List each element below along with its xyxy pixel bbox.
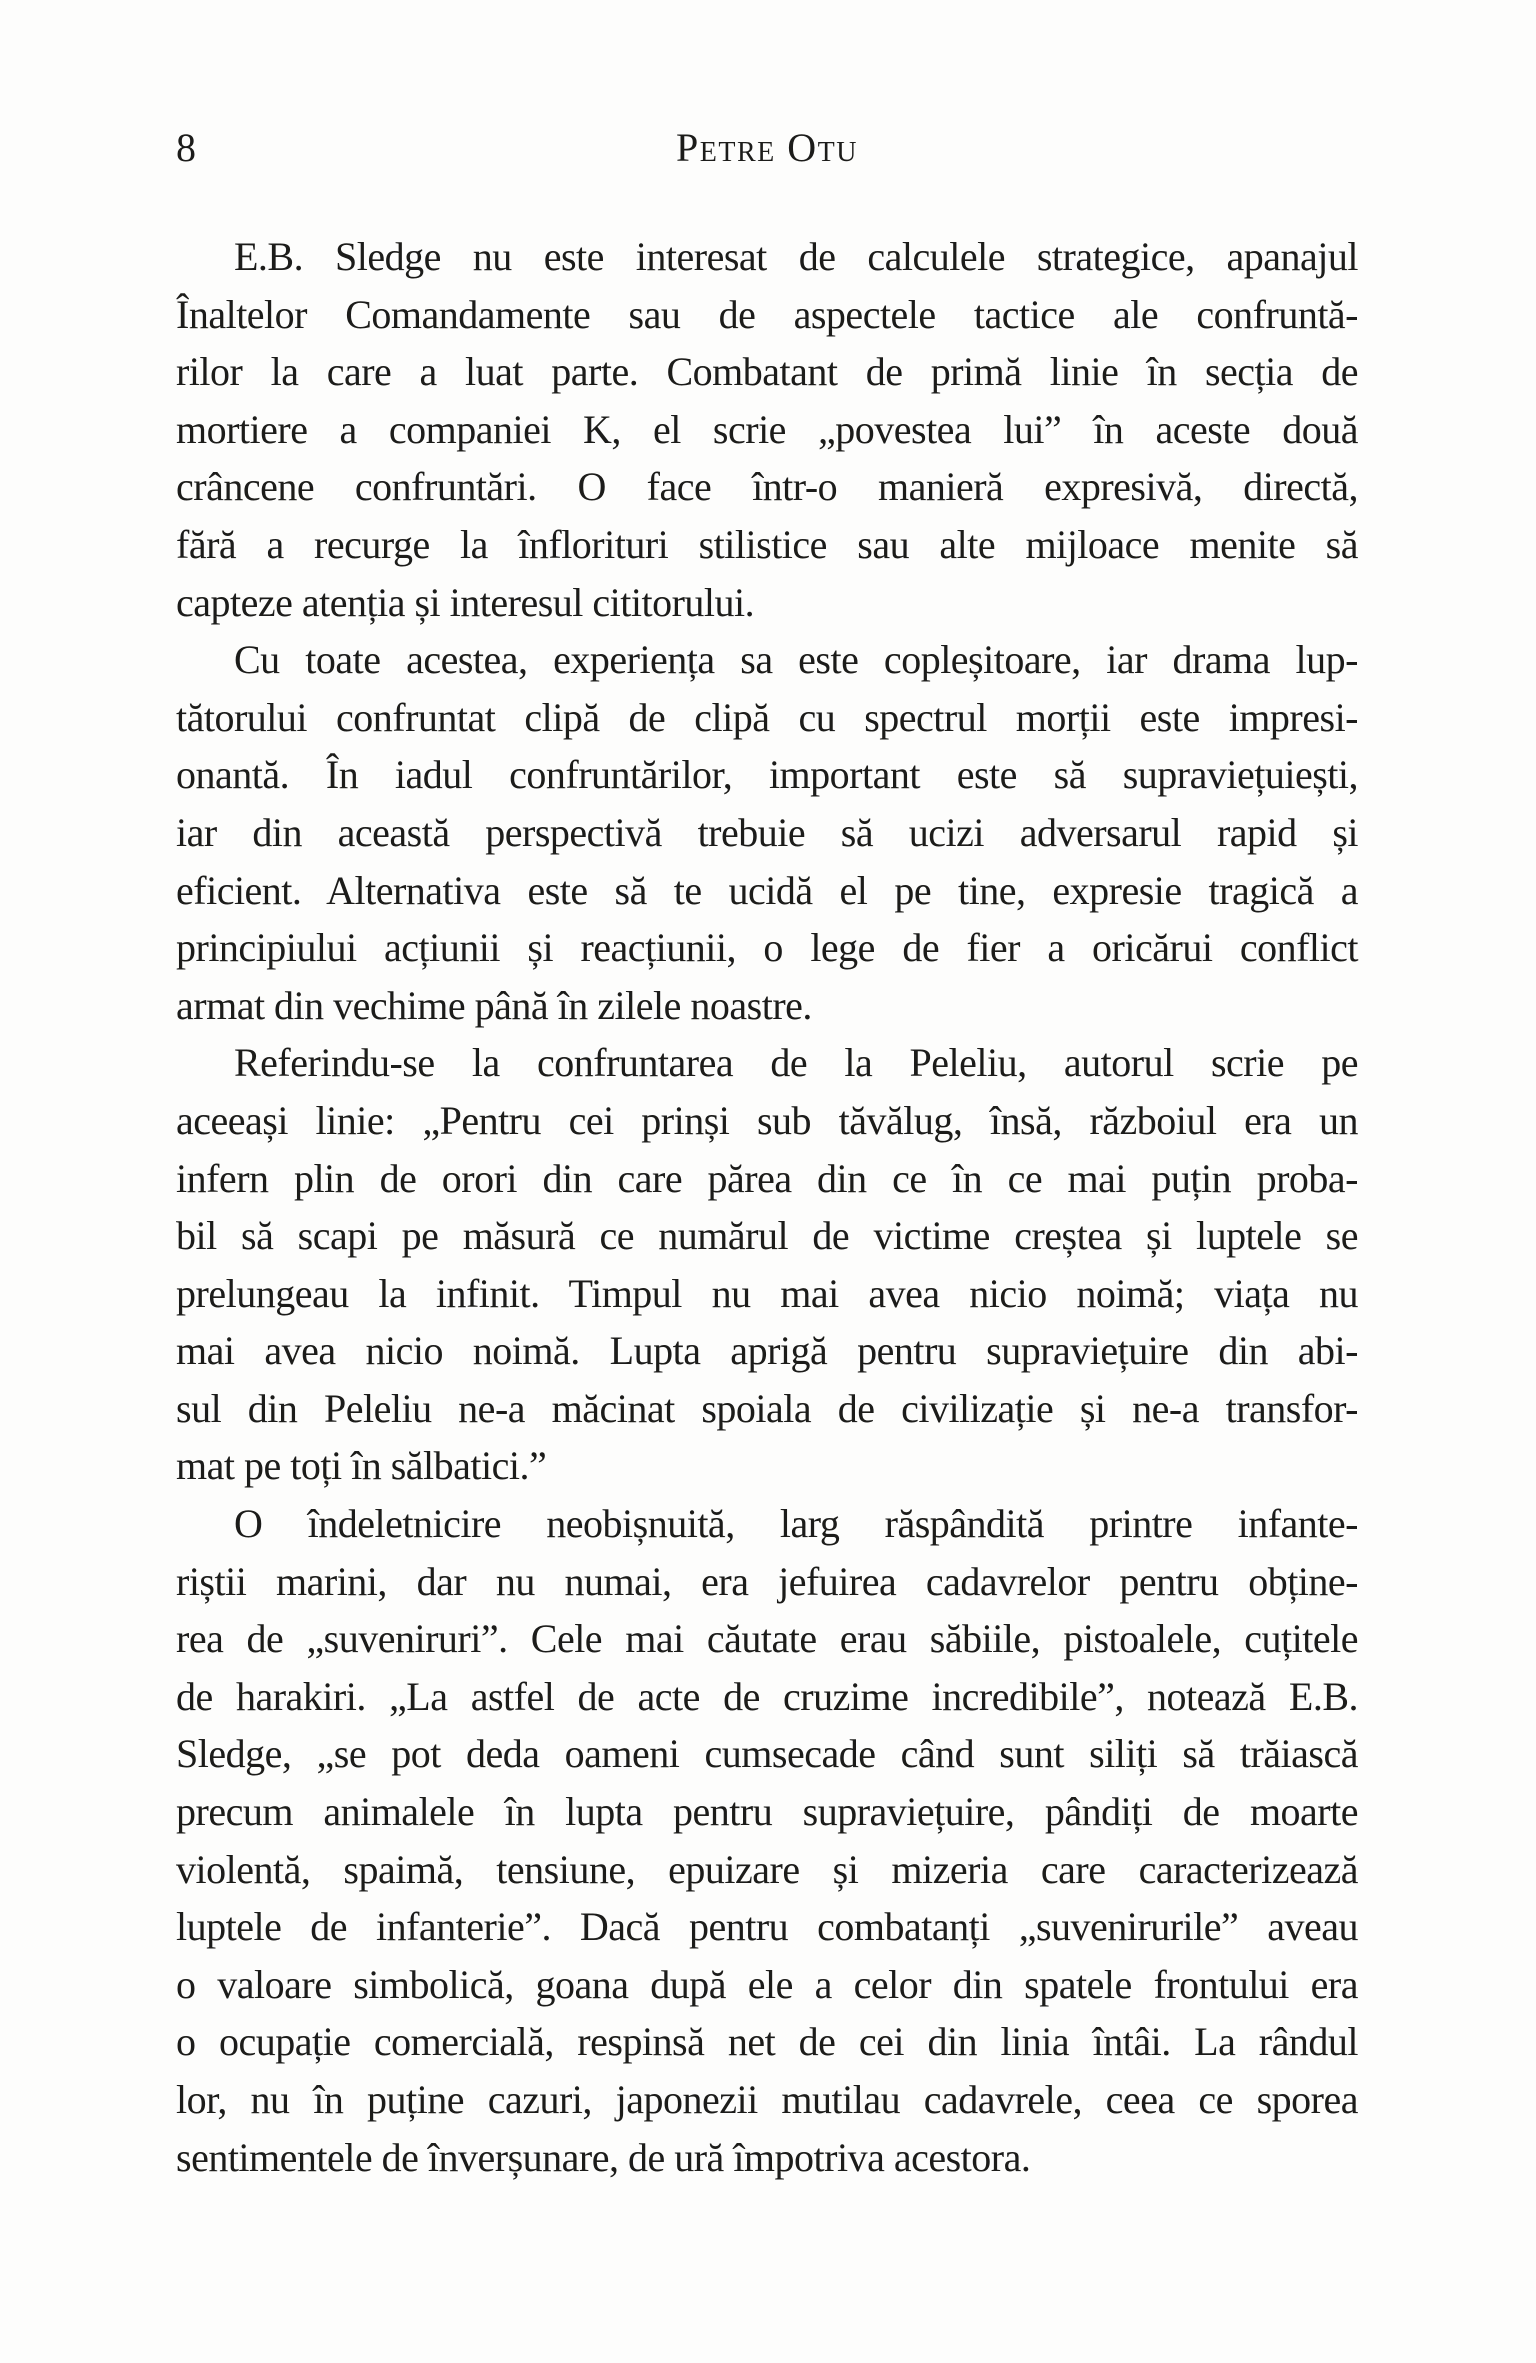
text-line: E.B. Sledge nu este interesat de calculele strategice, apanajul — [234, 234, 1358, 279]
text-line: O îndeletnicire neobișnuită, larg răspândită printre infante- — [234, 1501, 1358, 1547]
text-line: principiului acțiunii și reacțiunii, o lege de fier a oricărui conflict — [176, 925, 1358, 971]
text-line: rea de „suveniruri”. Cele mai căutate erau săbiile, pistoalele, cuțitele — [176, 1616, 1358, 1662]
text-line: Înaltelor Comandamente sau de aspectele tactice ale confruntă- — [176, 291, 1358, 337]
text-line: Sledge, „se pot deda oameni cumsecade când sunt siliți să trăiască — [176, 1731, 1358, 1777]
text-line: precum animalele în lupta pentru supraviețuire, pândiți de moarte — [176, 1789, 1358, 1835]
text-line: luptele de infanterie”. Dacă pentru combatanți „suvenirurile” aveau — [176, 1904, 1358, 1950]
text-line: mat pe toți în sălbatici.” — [176, 1443, 547, 1489]
text-line: tătorului confruntat clipă de clipă cu spectrul morții este impresi- — [176, 694, 1358, 740]
text-line: Referindu-se la confruntarea de la Peleliu, autorul scrie pe — [234, 1040, 1358, 1086]
text-line: armat din vechime până în zilele noastre. — [176, 982, 812, 1028]
page-header — [176, 125, 1358, 170]
text-line: violentă, spaimă, tensiune, epuizare și mizeria care caracterizează — [176, 1846, 1358, 1892]
text-line: o valoare simbolică, goana după ele a celor din spatele frontului era — [176, 1961, 1358, 2007]
text-line: rilor la care a luat parte. Combatant de primă linie în secția de — [176, 349, 1358, 395]
text-line: mai avea nicio noimă. Lupta aprigă pentru supraviețuire din abi- — [176, 1328, 1358, 1374]
text-line: lor, nu în puține cazuri, japonezii mutilau cadavrele, ceea ce sporea — [176, 2077, 1358, 2122]
text-line: riștii marini, dar nu numai, era jefuirea cadavrelor pentru obține- — [176, 1558, 1358, 1604]
text-line: eficient. Alternativa este să te ucidă el pe tine, expresie tragică a — [176, 867, 1358, 913]
text-line: sentimentele de înverșunare, de ură împotriva acestora. — [176, 2134, 1031, 2180]
text-line: bil să scapi pe măsură ce numărul de victime creștea și luptele se — [176, 1213, 1358, 1259]
text-line: fără a recurge la înflorituri stilistice sau alte mijloace menite să — [176, 521, 1358, 567]
text-line: o ocupație comercială, respinsă net de cei din linia întâi. La rândul — [176, 2019, 1358, 2065]
text-line: aceeași linie: „Pentru cei prinși sub tăvălug, însă, războiul era un — [176, 1097, 1358, 1143]
text-line: Cu toate acestea, experiența sa este copleșitoare, iar drama lup- — [234, 637, 1358, 683]
text-line: sul din Peleliu ne-a măcinat spoiala de civilizație și ne-a transfor- — [176, 1385, 1358, 1431]
text-line: mortiere a companiei K, el scrie „povestea lui” în aceste două — [176, 406, 1358, 452]
text-line: prelungeau la infinit. Timpul nu mai avea nicio noimă; viața nu — [176, 1270, 1358, 1316]
page-body — [176, 228, 1358, 2186]
text-line: infern plin de orori din care părea din ce în ce mai puțin proba- — [176, 1155, 1358, 1201]
text-line: crâncene confruntări. O face într-o manieră expresivă, directă, — [176, 464, 1358, 510]
running-header: Petre Otu — [676, 125, 858, 170]
text-line: de harakiri. „La astfel de acte de cruzime incredibile”, notează E.B. — [176, 1673, 1358, 1719]
page-number: 8 — [176, 125, 196, 170]
text-line: iar din această perspectivă trebuie să ucizi adversarul rapid și — [176, 809, 1358, 855]
text-line: onantă. În iadul confruntărilor, important este să supraviețuiești, — [176, 752, 1358, 798]
text-line: capteze atenția și interesul cititorului. — [176, 579, 755, 625]
